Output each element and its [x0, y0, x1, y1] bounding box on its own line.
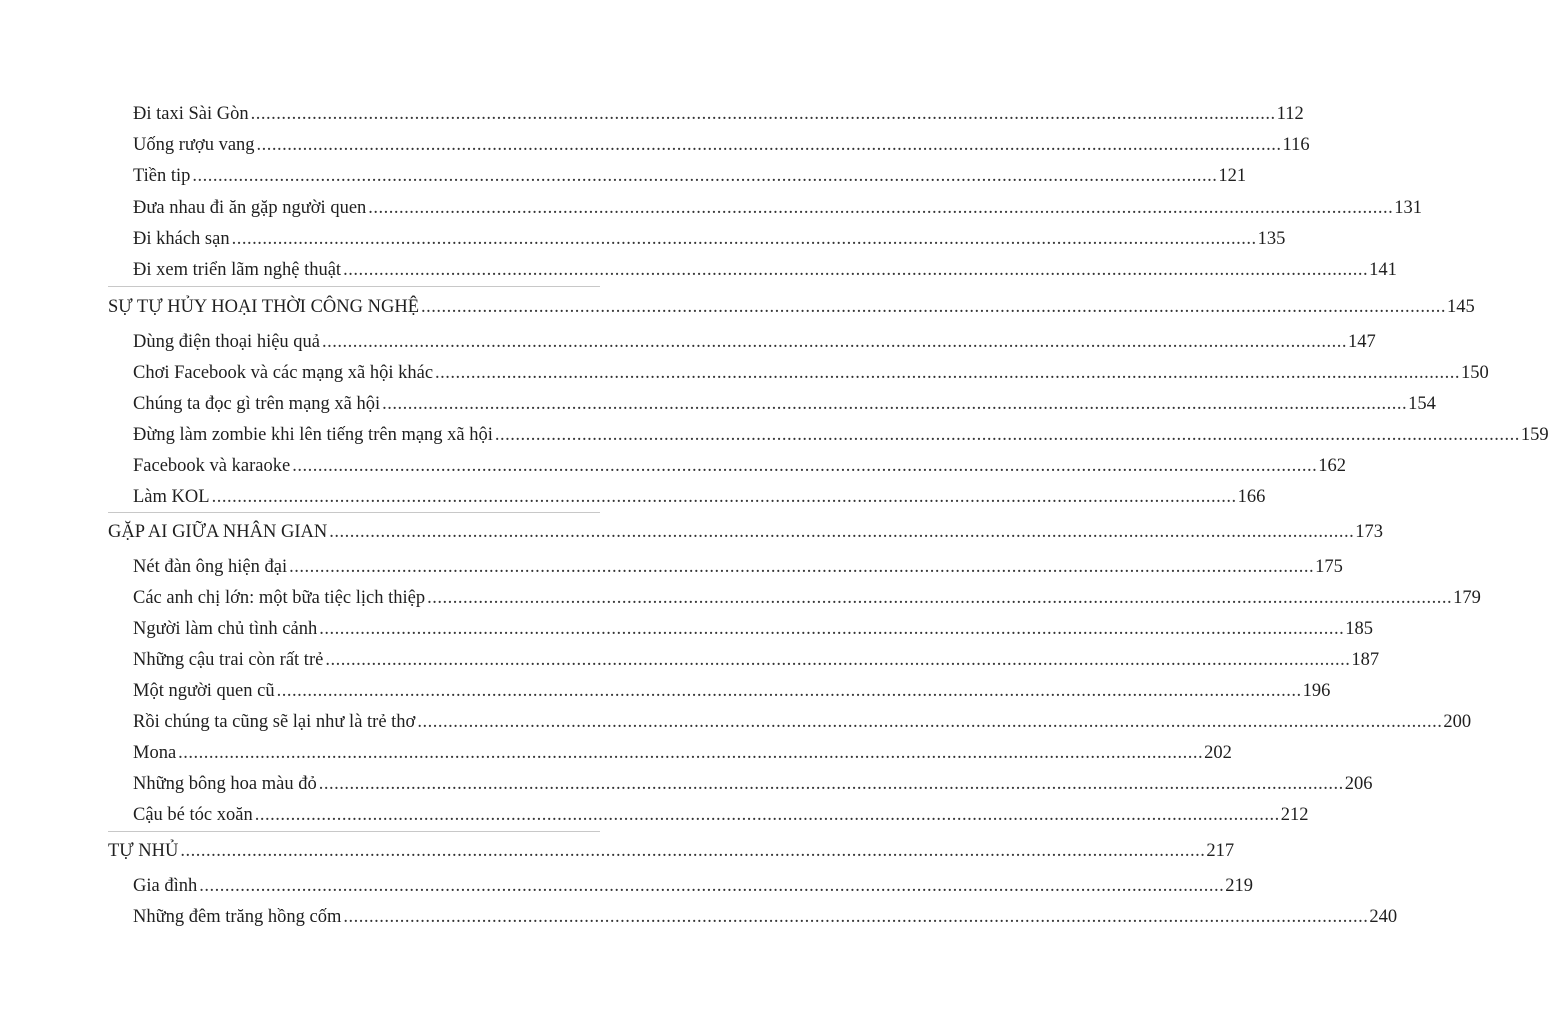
toc-entry-title: Chơi Facebook và các mạng xã hội khác — [133, 363, 434, 383]
toc-entry-page: 179 — [1453, 588, 1481, 608]
toc-entry-page: 185 — [1345, 619, 1373, 639]
toc-entry-title: Người làm chủ tình cảnh — [133, 619, 318, 639]
toc-entry[interactable] — [133, 741, 1232, 765]
toc-leader-dots: ........................................................................................................................................................................................................ — [256, 135, 1282, 155]
toc-entry-page: 131 — [1394, 198, 1423, 218]
toc-entry-page: 196 — [1302, 681, 1331, 701]
toc-leader-dots: ........................................................................................................................................................................................................ — [192, 166, 1218, 186]
toc-entry-title: Những bông hoa màu đỏ — [133, 774, 317, 794]
toc-entry[interactable] — [133, 485, 1266, 509]
toc-entry[interactable] — [133, 392, 1436, 416]
toc-entry-page: 135 — [1257, 229, 1286, 249]
toc-entry[interactable] — [133, 423, 1549, 447]
toc-entry[interactable] — [133, 555, 1343, 579]
toc-entry[interactable] — [133, 454, 1346, 478]
toc-leader-dots: ........................................................................................................................................................................................................ — [329, 522, 1355, 542]
toc-entry-page: 121 — [1218, 166, 1247, 186]
toc-leader-dots: ........................................................................................................................................................................................................ — [322, 332, 1348, 352]
toc-leader-dots: ........................................................................................................................................................................................................ — [435, 363, 1461, 383]
section-divider — [108, 512, 600, 513]
toc-entry[interactable] — [133, 196, 1423, 220]
toc-entry-title: Đi khách sạn — [133, 229, 230, 249]
toc-leader-dots: ........................................................................................................................................................................................................ — [494, 425, 1520, 445]
toc-leader-dots: ........................................................................................................................................................................................................ — [325, 650, 1351, 670]
toc-section-heading[interactable] — [108, 839, 1235, 863]
toc-entry-title: Rồi chúng ta cũng sẽ lại như là trẻ thơ — [133, 712, 416, 732]
toc-entry[interactable] — [133, 227, 1286, 251]
toc-leader-dots: ........................................................................................................................................................................................................ — [382, 394, 1408, 414]
toc-entry-title: Một người quen cũ — [133, 681, 275, 701]
toc-section-page: 145 — [1447, 297, 1475, 317]
toc-section-page: 217 — [1206, 841, 1235, 861]
toc-entry-page: 141 — [1369, 260, 1397, 280]
toc-entry-page: 154 — [1408, 394, 1436, 414]
toc-leader-dots: ........................................................................................................................................................................................................ — [368, 198, 1394, 218]
toc-section-title: SỰ TỰ HỦY HOẠI THỜI CÔNG NGHỆ — [108, 297, 419, 317]
toc-entry-page: 116 — [1282, 135, 1310, 155]
toc-entry[interactable] — [133, 586, 1481, 610]
toc-section-title: TỰ NHỦ — [108, 841, 179, 861]
toc-entry-title: Facebook và karaoke — [133, 456, 291, 476]
toc-entry-page: 162 — [1318, 456, 1346, 476]
toc-entry[interactable] — [133, 102, 1304, 126]
toc-entry-title: Đi taxi Sài Gòn — [133, 104, 249, 124]
toc-entry-page: 212 — [1280, 805, 1309, 825]
toc-leader-dots: ........................................................................................................................................................................................................ — [319, 619, 1345, 639]
toc-entry-page: 166 — [1237, 487, 1266, 507]
toc-entry-page: 150 — [1461, 363, 1489, 383]
toc-entry-page: 112 — [1276, 104, 1304, 124]
toc-leader-dots: ........................................................................................................................................................................................................ — [276, 681, 1302, 701]
toc-entry[interactable] — [133, 648, 1380, 672]
toc-entry[interactable] — [133, 164, 1247, 188]
toc-entry[interactable] — [133, 803, 1309, 827]
toc-leader-dots: ........................................................................................................................................................................................................ — [343, 907, 1369, 927]
toc-entry-title: Tiền tip — [133, 166, 191, 186]
toc-entry-title: Những đêm trăng hồng cốm — [133, 907, 342, 927]
toc-entry[interactable] — [133, 772, 1373, 796]
toc-entry-title: Mona — [133, 743, 177, 763]
toc-section-title: GẶP AI GIỮA NHÂN GIAN — [108, 522, 328, 542]
toc-entry-title: Đi xem triển lãm nghệ thuật — [133, 260, 342, 280]
toc-leader-dots: ........................................................................................................................................................................................................ — [250, 104, 1276, 124]
toc-entry-page: 202 — [1204, 743, 1232, 763]
toc-entry[interactable] — [133, 133, 1310, 157]
toc-entry-page: 219 — [1225, 876, 1253, 896]
toc-entry-page: 159 — [1520, 425, 1549, 445]
toc-leader-dots: ........................................................................................................................................................................................................ — [289, 557, 1315, 577]
toc-leader-dots: ........................................................................................................................................................................................................ — [318, 774, 1344, 794]
toc-leader-dots: ........................................................................................................................................................................................................ — [427, 588, 1453, 608]
toc-entry-title: Chúng ta đọc gì trên mạng xã hội — [133, 394, 381, 414]
toc-entry-title: Cậu bé tóc xoăn — [133, 805, 253, 825]
toc-entry[interactable] — [133, 617, 1373, 641]
toc-entry[interactable] — [133, 710, 1472, 734]
toc-entry-title: Những cậu trai còn rất trẻ — [133, 650, 324, 670]
section-divider — [108, 831, 600, 832]
toc-entry-title: Gia đình — [133, 876, 198, 896]
toc-entry[interactable] — [133, 905, 1398, 929]
toc-leader-dots: ........................................................................................................................................................................................................ — [231, 229, 1257, 249]
toc-entry-page: 187 — [1351, 650, 1380, 670]
toc-entry-page: 206 — [1344, 774, 1373, 794]
toc-entry-page: 147 — [1348, 332, 1376, 352]
toc-entry-title: Đừng làm zombie khi lên tiếng trên mạng xã hội — [133, 425, 493, 445]
toc-entry[interactable] — [133, 361, 1489, 385]
toc-leader-dots: ........................................................................................................................................................................................................ — [421, 297, 1446, 317]
toc-leader-dots: ........................................................................................................................................................................................................ — [180, 841, 1206, 861]
toc-entry-page: 240 — [1369, 907, 1398, 927]
toc-entry-title: Các anh chị lớn: một bữa tiệc lịch thiệp — [133, 588, 426, 608]
toc-entry-title: Dùng điện thoại hiệu quả — [133, 332, 321, 352]
toc-section-heading[interactable] — [108, 520, 1383, 544]
toc-section-heading[interactable] — [108, 295, 1475, 319]
toc-leader-dots: ........................................................................................................................................................................................................ — [178, 743, 1204, 763]
toc-leader-dots: ........................................................................................................................................................................................................ — [211, 487, 1237, 507]
toc-entry[interactable] — [133, 679, 1331, 703]
toc-leader-dots: ........................................................................................................................................................................................................ — [417, 712, 1443, 732]
toc-entry[interactable] — [133, 258, 1397, 282]
toc-leader-dots: ........................................................................................................................................................................................................ — [254, 805, 1280, 825]
toc-leader-dots: ........................................................................................................................................................................................................ — [343, 260, 1369, 280]
toc-entry[interactable] — [133, 330, 1376, 354]
toc-leader-dots: ........................................................................................................................................................................................................ — [292, 456, 1318, 476]
section-divider — [108, 286, 600, 287]
toc-entry[interactable] — [133, 874, 1253, 898]
toc-entry-title: Làm KOL — [133, 487, 210, 507]
toc-leader-dots: ........................................................................................................................................................................................................ — [199, 876, 1225, 896]
toc-entry-page: 175 — [1315, 557, 1343, 577]
toc-section-page: 173 — [1355, 522, 1383, 542]
toc-entry-page: 200 — [1443, 712, 1472, 732]
toc-entry-title: Uống rượu vang — [133, 135, 255, 155]
toc-entry-title: Nét đàn ông hiện đại — [133, 557, 288, 577]
toc-entry-title: Đưa nhau đi ăn gặp người quen — [133, 198, 367, 218]
